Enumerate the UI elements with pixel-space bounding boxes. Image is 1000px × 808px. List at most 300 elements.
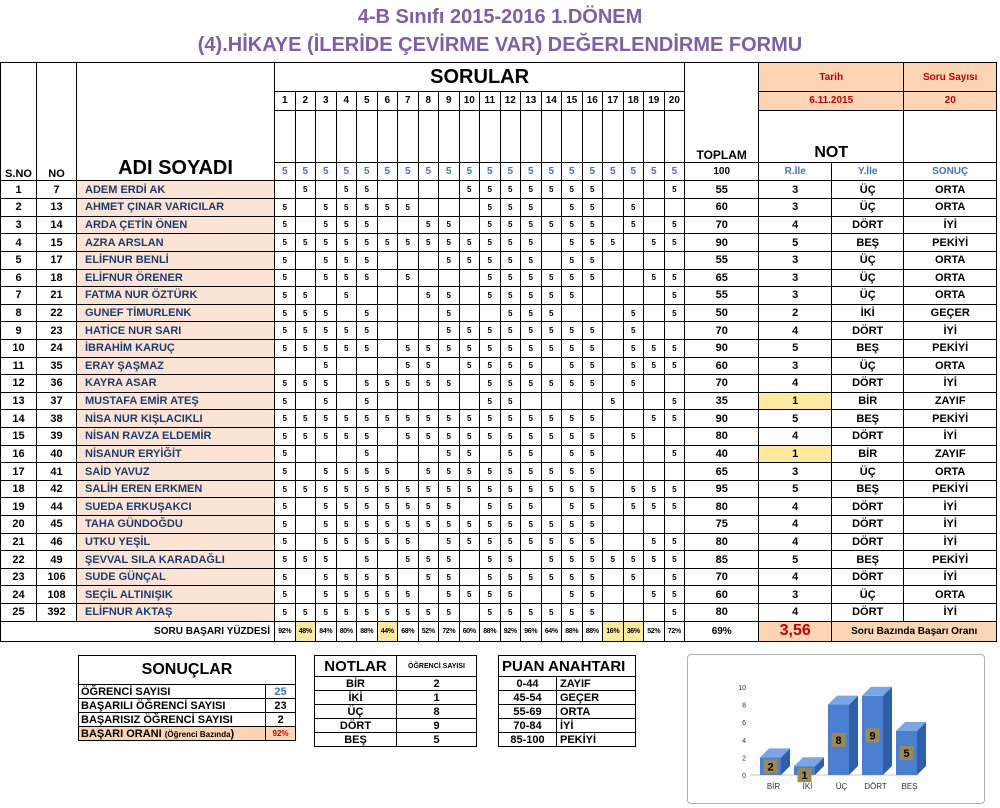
student-no: 42 <box>37 480 77 498</box>
question-mark <box>357 357 378 375</box>
question-mark: 5 <box>541 339 562 357</box>
student-toplam: 95 <box>685 480 759 498</box>
table-row <box>1 551 997 569</box>
sonuclar-value: 23 <box>266 699 296 713</box>
question-mark: 5 <box>521 234 542 252</box>
question-mark <box>377 216 398 234</box>
question-mark: 5 <box>439 604 460 622</box>
question-mark: 5 <box>418 287 439 305</box>
student-r-ile: 4 <box>759 375 832 393</box>
question-mark: 5 <box>295 604 316 622</box>
question-number: 13 <box>521 92 542 110</box>
student-r-ile: 4 <box>759 533 832 551</box>
empty-cell <box>541 110 562 163</box>
question-success-pct: 68% <box>398 621 419 641</box>
category-label: ÜÇ <box>835 782 848 791</box>
question-mark: 5 <box>377 568 398 586</box>
question-mark: 5 <box>316 216 337 234</box>
notlar-title: NOTLAR <box>315 656 397 677</box>
question-success-pct: 88% <box>582 621 603 641</box>
empty-cell <box>480 110 501 163</box>
question-mark: 5 <box>644 533 665 551</box>
sonuclar-label: ÖĞRENCİ SAYISI <box>79 685 266 699</box>
student-name: AZRA ARSLAN <box>77 234 275 252</box>
question-mark: 5 <box>275 304 296 322</box>
question-mark: 5 <box>295 427 316 445</box>
notlar-row <box>315 677 477 691</box>
student-r-ile: 5 <box>759 234 832 252</box>
student-y-ile: ÜÇ <box>832 463 904 481</box>
question-mark <box>418 392 439 410</box>
question-mark: 5 <box>521 357 542 375</box>
question-mark: 5 <box>500 551 521 569</box>
question-mark: 5 <box>398 427 419 445</box>
question-mark: 5 <box>562 199 583 217</box>
question-mark: 5 <box>439 322 460 340</box>
student-name: NİSAN RAVZA ELDEMİR <box>77 427 275 445</box>
footer-toplam-pct: 69% <box>685 621 759 641</box>
question-mark: 5 <box>664 586 685 604</box>
student-sno: 6 <box>1 269 37 287</box>
question-mark: 5 <box>377 533 398 551</box>
question-mark: 5 <box>582 339 603 357</box>
puan-label: ORTA <box>557 705 636 719</box>
empty-cell <box>357 110 378 163</box>
question-mark: 5 <box>500 604 521 622</box>
puan-row <box>499 733 636 747</box>
student-y-ile: İKİ <box>832 304 904 322</box>
header-y-ile: Y.İle <box>832 163 904 181</box>
question-mark <box>521 551 542 569</box>
y-tick-label: 10 <box>738 685 746 692</box>
empty-cell <box>623 110 644 163</box>
question-mark: 5 <box>336 269 357 287</box>
tarih-value: 6.11.2015 <box>759 92 904 110</box>
student-r-ile: 4 <box>759 516 832 534</box>
question-mark: 5 <box>521 427 542 445</box>
question-mark: 5 <box>480 480 501 498</box>
question-mark: 5 <box>664 287 685 305</box>
question-mark: 5 <box>582 181 603 199</box>
question-mark: 5 <box>377 199 398 217</box>
student-sno: 25 <box>1 604 37 622</box>
student-sno: 9 <box>1 322 37 340</box>
question-mark: 5 <box>500 375 521 393</box>
question-mark: 5 <box>582 410 603 428</box>
student-toplam: 60 <box>685 586 759 604</box>
question-points: 5 <box>521 163 542 181</box>
question-mark <box>459 269 480 287</box>
question-mark: 5 <box>541 216 562 234</box>
question-mark: 5 <box>480 339 501 357</box>
question-mark <box>377 181 398 199</box>
question-mark: 5 <box>664 304 685 322</box>
question-mark <box>480 445 501 463</box>
student-sonuc: İYİ <box>904 375 997 393</box>
question-success-pct: 92% <box>500 621 521 641</box>
question-points: 5 <box>500 163 521 181</box>
question-mark: 5 <box>562 339 583 357</box>
student-toplam: 65 <box>685 463 759 481</box>
question-mark <box>664 427 685 445</box>
question-mark: 5 <box>664 269 685 287</box>
question-mark: 5 <box>480 586 501 604</box>
question-mark <box>418 533 439 551</box>
student-sonuc: PEKİYİ <box>904 551 997 569</box>
student-sno: 11 <box>1 357 37 375</box>
question-success-pct: 88% <box>480 621 501 641</box>
student-sno: 20 <box>1 516 37 534</box>
question-mark: 5 <box>582 516 603 534</box>
header-toplam: TOPLAM <box>685 63 759 163</box>
student-sno: 17 <box>1 463 37 481</box>
student-r-ile: 5 <box>759 480 832 498</box>
question-mark: 5 <box>480 199 501 217</box>
category-label: BİR <box>766 782 781 791</box>
student-y-ile: DÖRT <box>832 516 904 534</box>
student-sno: 3 <box>1 216 37 234</box>
footer-average-label: Soru Bazında Başarı Oranı <box>832 621 997 641</box>
student-r-ile: 3 <box>759 357 832 375</box>
question-mark: 5 <box>418 410 439 428</box>
question-mark: 5 <box>480 568 501 586</box>
question-mark <box>398 216 419 234</box>
question-mark: 5 <box>623 427 644 445</box>
question-mark <box>295 216 316 234</box>
student-no: 13 <box>37 199 77 217</box>
question-mark <box>377 251 398 269</box>
question-mark: 5 <box>562 322 583 340</box>
question-mark: 5 <box>295 375 316 393</box>
question-mark: 5 <box>316 339 337 357</box>
table-row <box>1 410 997 428</box>
question-mark: 5 <box>644 269 665 287</box>
bar-side <box>849 696 858 775</box>
question-mark <box>295 533 316 551</box>
student-name: ELİFNUR BENLİ <box>77 251 275 269</box>
question-mark: 5 <box>275 568 296 586</box>
question-mark: 5 <box>459 410 480 428</box>
question-mark <box>398 463 419 481</box>
question-mark: 5 <box>500 322 521 340</box>
question-mark: 5 <box>603 392 624 410</box>
question-mark: 5 <box>357 216 378 234</box>
student-y-ile: DÖRT <box>832 604 904 622</box>
student-no: 39 <box>37 427 77 445</box>
question-mark: 5 <box>521 304 542 322</box>
puan-label: GEÇER <box>557 691 636 705</box>
question-mark: 5 <box>623 551 644 569</box>
question-mark: 5 <box>582 251 603 269</box>
student-name: MUSTAFA EMİR ATEŞ <box>77 392 275 410</box>
question-mark: 5 <box>316 498 337 516</box>
question-mark: 5 <box>275 586 296 604</box>
question-mark <box>398 445 419 463</box>
student-sonuc: PEKİYİ <box>904 339 997 357</box>
question-mark: 5 <box>275 216 296 234</box>
student-sonuc: ORTA <box>904 199 997 217</box>
puan-row <box>499 719 636 733</box>
question-mark <box>644 287 665 305</box>
question-mark: 5 <box>377 463 398 481</box>
question-mark: 5 <box>500 533 521 551</box>
question-points: 5 <box>664 163 685 181</box>
student-toplam: 55 <box>685 287 759 305</box>
question-mark <box>377 392 398 410</box>
question-mark: 5 <box>418 339 439 357</box>
student-no: 22 <box>37 304 77 322</box>
question-mark: 5 <box>418 516 439 534</box>
question-mark: 5 <box>644 357 665 375</box>
student-no: 38 <box>37 410 77 428</box>
student-name: HATİCE NUR SARI <box>77 322 275 340</box>
question-mark <box>603 604 624 622</box>
question-success-pct: 88% <box>357 621 378 641</box>
question-points: 5 <box>562 163 583 181</box>
question-mark: 5 <box>459 234 480 252</box>
question-mark: 5 <box>623 498 644 516</box>
question-mark: 5 <box>316 304 337 322</box>
question-mark: 5 <box>623 216 644 234</box>
question-mark <box>644 375 665 393</box>
student-y-ile: DÖRT <box>832 427 904 445</box>
question-mark: 5 <box>521 480 542 498</box>
question-mark: 5 <box>418 216 439 234</box>
header-r-ile: R.İle <box>759 163 832 181</box>
question-mark <box>295 251 316 269</box>
table-row <box>1 322 997 340</box>
question-number: 10 <box>459 92 480 110</box>
question-mark: 5 <box>336 498 357 516</box>
question-mark: 5 <box>398 480 419 498</box>
student-no: 21 <box>37 287 77 305</box>
student-toplam: 80 <box>685 498 759 516</box>
student-sno: 8 <box>1 304 37 322</box>
question-mark <box>664 463 685 481</box>
question-mark <box>603 568 624 586</box>
question-mark: 5 <box>459 251 480 269</box>
student-r-ile: 3 <box>759 463 832 481</box>
question-mark: 5 <box>480 498 501 516</box>
question-mark: 5 <box>357 199 378 217</box>
question-mark <box>644 216 665 234</box>
question-mark: 5 <box>275 269 296 287</box>
student-no: 40 <box>37 445 77 463</box>
empty-cell <box>521 110 542 163</box>
puan-range: 0-44 <box>499 677 557 691</box>
table-row <box>1 375 997 393</box>
student-no: 15 <box>37 234 77 252</box>
question-mark: 5 <box>500 234 521 252</box>
question-mark: 5 <box>664 551 685 569</box>
sonuclar-title: SONUÇLAR <box>79 656 296 685</box>
question-mark: 5 <box>521 498 542 516</box>
table-row <box>1 269 997 287</box>
student-r-ile: 3 <box>759 199 832 217</box>
student-toplam: 50 <box>685 304 759 322</box>
question-mark: 5 <box>357 586 378 604</box>
student-y-ile: BİR <box>832 445 904 463</box>
question-mark: 5 <box>582 199 603 217</box>
question-mark: 5 <box>500 181 521 199</box>
soru-sayisi-value: 20 <box>904 92 997 110</box>
question-mark: 5 <box>336 251 357 269</box>
question-mark <box>603 357 624 375</box>
question-mark: 5 <box>521 375 542 393</box>
empty-cell <box>377 110 398 163</box>
question-mark <box>275 181 296 199</box>
puan-range: 45-54 <box>499 691 557 705</box>
question-mark <box>541 586 562 604</box>
student-sno: 16 <box>1 445 37 463</box>
student-y-ile: ÜÇ <box>832 269 904 287</box>
question-mark: 5 <box>521 604 542 622</box>
student-y-ile: DÖRT <box>832 375 904 393</box>
student-sno: 23 <box>1 568 37 586</box>
student-r-ile: 5 <box>759 551 832 569</box>
question-mark: 5 <box>521 463 542 481</box>
question-mark <box>582 392 603 410</box>
question-mark: 5 <box>521 199 542 217</box>
table-row <box>1 463 997 481</box>
question-mark <box>623 533 644 551</box>
question-mark: 5 <box>439 251 460 269</box>
grades-table <box>0 62 997 642</box>
question-mark: 5 <box>562 234 583 252</box>
question-mark <box>603 427 624 445</box>
question-mark: 5 <box>521 287 542 305</box>
empty-cell <box>500 110 521 163</box>
student-name: ADEM ERDİ AK <box>77 181 275 199</box>
student-name: SUDE GÜNÇAL <box>77 568 275 586</box>
student-sonuc: ORTA <box>904 287 997 305</box>
question-mark: 5 <box>644 339 665 357</box>
question-mark: 5 <box>439 410 460 428</box>
student-r-ile: 5 <box>759 339 832 357</box>
question-mark: 5 <box>275 480 296 498</box>
question-mark: 5 <box>418 604 439 622</box>
student-no: 35 <box>37 357 77 375</box>
question-mark: 5 <box>275 251 296 269</box>
question-mark: 5 <box>480 516 501 534</box>
question-success-pct: 64% <box>541 621 562 641</box>
student-sno: 5 <box>1 251 37 269</box>
question-mark: 5 <box>541 533 562 551</box>
question-mark: 5 <box>603 551 624 569</box>
question-success-pct: 84% <box>316 621 337 641</box>
question-mark <box>418 181 439 199</box>
question-mark <box>459 551 480 569</box>
question-mark: 5 <box>295 551 316 569</box>
question-mark <box>623 445 644 463</box>
question-mark: 5 <box>480 269 501 287</box>
student-y-ile: DÖRT <box>832 498 904 516</box>
student-toplam: 70 <box>685 568 759 586</box>
puan-row <box>499 691 636 705</box>
y-tick-label: 2 <box>742 755 746 763</box>
student-y-ile: ÜÇ <box>832 199 904 217</box>
puan-label: İYİ <box>557 719 636 733</box>
student-r-ile: 4 <box>759 427 832 445</box>
question-mark: 5 <box>459 586 480 604</box>
question-mark: 5 <box>623 568 644 586</box>
student-name: ŞEVVAL SILA KARADAĞLI <box>77 551 275 569</box>
question-mark: 5 <box>562 375 583 393</box>
question-mark <box>644 516 665 534</box>
question-mark: 5 <box>562 516 583 534</box>
question-mark <box>398 392 419 410</box>
question-mark: 5 <box>275 199 296 217</box>
table-row <box>1 568 997 586</box>
question-mark: 5 <box>480 216 501 234</box>
question-mark: 5 <box>418 551 439 569</box>
empty-cell <box>295 110 316 163</box>
empty-cell <box>664 110 685 163</box>
question-mark: 5 <box>480 375 501 393</box>
question-mark: 5 <box>521 251 542 269</box>
question-mark: 5 <box>439 480 460 498</box>
page-title: 4-B Sınıfı 2015-2016 1.DÖNEM <box>357 6 643 28</box>
question-success-pct: 48% <box>295 621 316 641</box>
question-points: 5 <box>336 163 357 181</box>
notlar-label: İKİ <box>315 691 397 705</box>
question-mark: 5 <box>316 551 337 569</box>
question-mark: 5 <box>336 480 357 498</box>
question-mark: 5 <box>480 234 501 252</box>
question-mark: 5 <box>275 410 296 428</box>
question-mark: 5 <box>562 181 583 199</box>
student-toplam: 65 <box>685 269 759 287</box>
table-row <box>1 516 997 534</box>
question-number: 20 <box>664 92 685 110</box>
question-mark: 5 <box>644 234 665 252</box>
question-mark <box>377 322 398 340</box>
question-mark <box>418 304 439 322</box>
bar-side <box>883 687 892 775</box>
student-y-ile: BEŞ <box>832 480 904 498</box>
notlar-value: 2 <box>397 677 477 691</box>
question-number: 14 <box>541 92 562 110</box>
question-points: 5 <box>459 163 480 181</box>
question-mark <box>439 357 460 375</box>
question-points: 5 <box>357 163 378 181</box>
question-mark: 5 <box>357 322 378 340</box>
question-mark: 5 <box>644 586 665 604</box>
question-points: 5 <box>398 163 419 181</box>
question-mark <box>623 392 644 410</box>
student-sonuc: ORTA <box>904 251 997 269</box>
question-mark <box>603 463 624 481</box>
student-sno: 12 <box>1 375 37 393</box>
student-name: SEÇİL ALTINIŞIK <box>77 586 275 604</box>
student-toplam: 35 <box>685 392 759 410</box>
question-mark: 5 <box>480 427 501 445</box>
student-sonuc: PEKİYİ <box>904 234 997 252</box>
student-y-ile: ÜÇ <box>832 586 904 604</box>
question-mark: 5 <box>357 498 378 516</box>
question-mark: 5 <box>295 410 316 428</box>
question-mark: 5 <box>582 216 603 234</box>
question-mark: 5 <box>541 463 562 481</box>
question-mark: 5 <box>480 410 501 428</box>
question-mark <box>275 357 296 375</box>
question-mark: 5 <box>316 410 337 428</box>
question-points: 5 <box>275 163 296 181</box>
question-mark <box>439 181 460 199</box>
question-mark: 5 <box>459 181 480 199</box>
empty-cell <box>418 110 439 163</box>
question-number: 8 <box>418 92 439 110</box>
